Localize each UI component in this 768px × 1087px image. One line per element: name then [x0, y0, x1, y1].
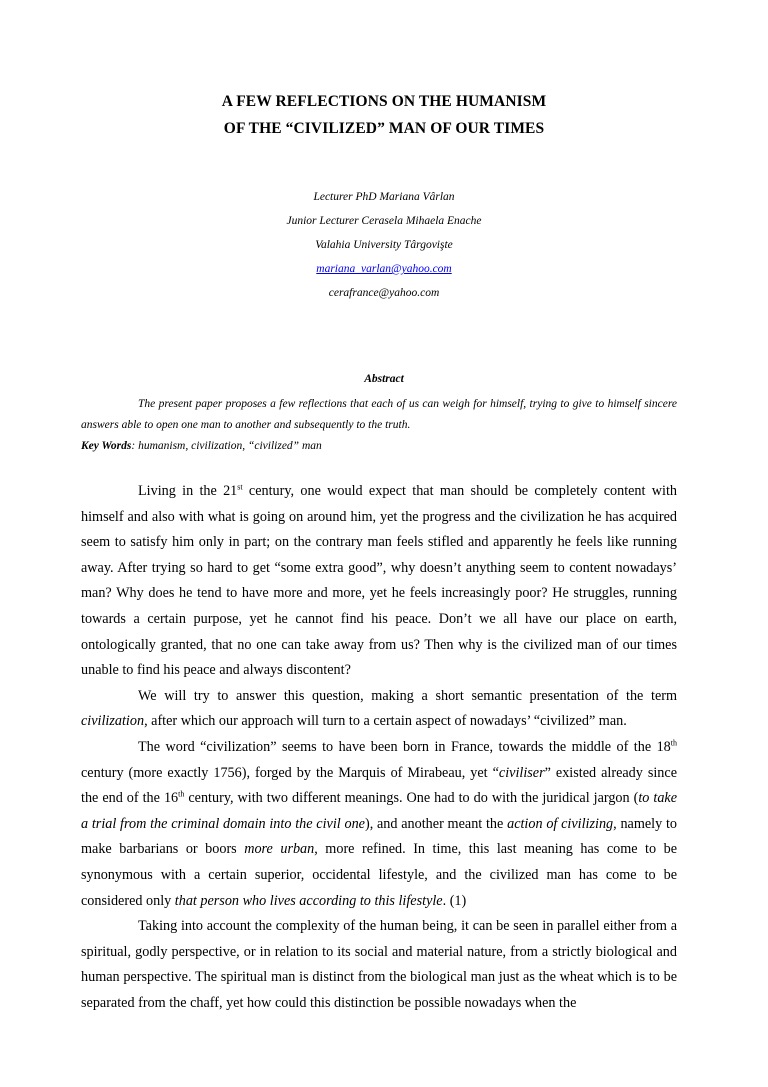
p3-text-d: century, with two different meanings. One had to do with the juridical jargon (	[184, 790, 639, 807]
p3-italic-2: to take a trial from the criminal domain into the civil one	[81, 790, 678, 832]
keywords-line	[81, 436, 677, 457]
p3-text-f: , namely to make barbarians or boors	[81, 815, 678, 858]
email-2: cerafrance@yahoo.com	[328, 287, 440, 299]
author-block	[0, 185, 768, 305]
email-link-1[interactable]: mariana_varlan@yahoo.com	[316, 263, 452, 275]
p3-text-g: , more refined. In time, this last meaning has come to be synonymous with a certain superior, occidental lifestyle, and the civilized man has come to be considered only	[81, 841, 677, 909]
p3-text-e: ), and another meant the	[364, 815, 508, 832]
p3-superscript-2: th	[178, 789, 185, 799]
keywords-list: : humanism, civilization, “civilized” man	[131, 440, 322, 452]
p3-text-c: ” existed already since the end of the 16	[81, 764, 677, 807]
author-1: Lecturer PhD Mariana Vârlan	[313, 191, 455, 203]
keywords-label: Key Words	[81, 440, 132, 452]
p2-text-a: We will try to answer this question, making a short semantic presentation of the term	[138, 687, 677, 704]
p3-italic-4: more urban	[244, 841, 315, 858]
p3-italic-5: that person who lives according to this lifestyle	[174, 892, 443, 909]
p3-italic-3: action of civilizing	[507, 815, 614, 832]
paragraph-4: Taking into account the complexity of the human being, it can be seen in parallel either from a spiritual, godly perspective, or in relation to its social and material nature, from a strictly biological and human perspective. The spiritual man is distinct from the biological man just as the wheat which is to be separated from the chaff, yet how could this distinction be possible nowadays when the	[81, 918, 677, 1011]
paragraph-3	[81, 735, 677, 914]
p3-text-a: The word “civilization” seems to have been born in France, towards the middle of the 18	[138, 738, 671, 755]
body-text	[81, 479, 677, 1016]
p1-text-b: century, one would expect that man should be completely content with himself and also with what is going on around him, yet the progress and the civilization he has acquired seem to satisfy him only in part; on the contrary man feels stifled and apparently he feels like running away. After trying so hard to get “some extra good”, why doesn’t anything seem to content nowadays’ man? Why does he tend to have more and more, yet he feels increasingly poor? He struggles, running towards a certain purpose, yet he cannot find his peace. Don’t we all have our place on earth, ontologically granted, that no one can take away from us? Then why is the civilized man of our times unable to find his peace and always discontent?	[81, 483, 677, 679]
abstract-heading: Abstract	[364, 373, 404, 385]
author-2: Junior Lecturer Cerasela Mihaela Enache	[286, 215, 482, 227]
abstract-text: The present paper proposes a few reflections that each of us can weigh for himself, trying to give to himself sincere answers able to open one man to another and subsequently to the truth.	[81, 398, 677, 431]
p1-text-a: Living in the 21	[138, 483, 238, 499]
paragraph-1	[81, 479, 677, 684]
paper-title-line-1: A FEW REFLECTIONS ON THE HUMANISM	[221, 93, 547, 110]
p3-superscript-1: th	[670, 738, 677, 748]
p2-text-b: , after which our approach will turn to a certain aspect of nowadays’ “civilized” man.	[144, 713, 627, 730]
p3-italic-1: civiliser	[498, 764, 545, 781]
abstract-section	[81, 394, 677, 457]
p3-text-b: century (more exactly 1756), forged by the Marquis of Mirabeau, yet “	[81, 764, 499, 781]
p1-superscript: st	[237, 482, 243, 492]
affiliation: Valahia University Târgovişte	[315, 239, 453, 251]
paper-title-line-2: OF THE “CIVILIZED” MAN OF OUR TIMES	[223, 120, 545, 137]
p3-text-h: . (1)	[442, 892, 467, 909]
p2-italic: civilization	[81, 713, 145, 730]
paragraph-2	[81, 684, 677, 735]
